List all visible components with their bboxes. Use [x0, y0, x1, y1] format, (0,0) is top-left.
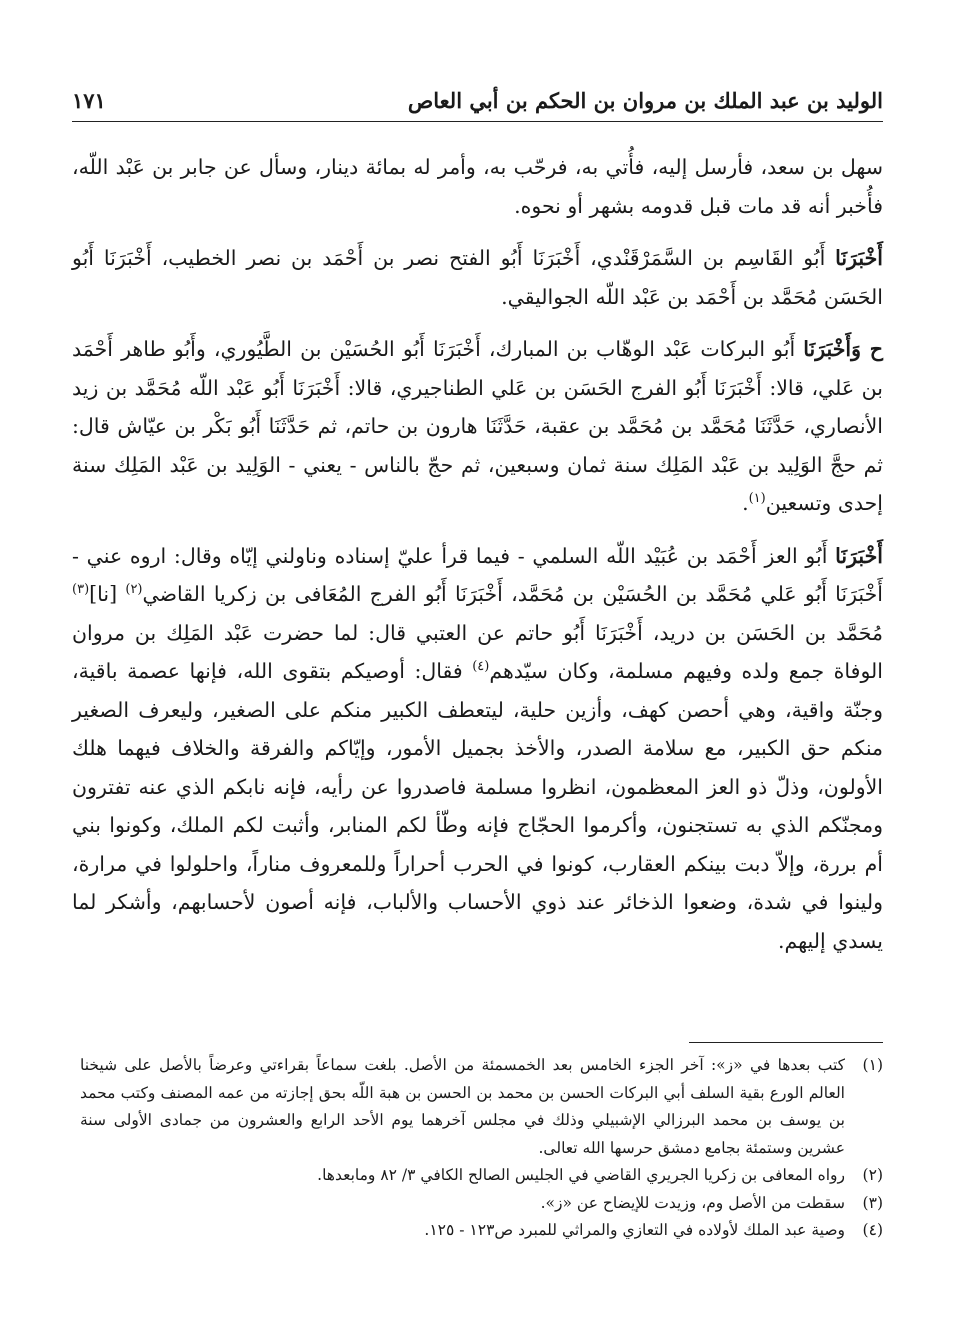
footnote-number: (١) [862, 1056, 883, 1074]
paragraph-text: أَبُو القَاسِم بن السَّمَرْقَنْدي، أَخْبَرَنَا أَبُو الفتح نصر بن أَحْمَد بن نصر الخطيب، أَخْبَرَنَا أَبُو الحَسَن مُحَمَّد بن أَحْمَد بن عَبْد اللّه الجواليقي. [72, 246, 883, 309]
footnote-number: (٢) [862, 1166, 883, 1184]
footnote-number: (٣) [862, 1193, 883, 1212]
footnote-number: (٤) [862, 1221, 883, 1239]
footnote-text: وصية عبد الملك لأولاده في التعازي والمراثي للمبرد ص١٢٣ - ١٢٥. [424, 1221, 845, 1239]
paragraph-end: . [742, 491, 749, 515]
footnote-ref: (٤) [472, 659, 490, 675]
paragraph-text: أَبُو العز أَحْمَد بن عُبَيْد اللّه السلمي - فيما قرأ عليّ إسناده وناولني إيّاه وقال: اروه عني - أَخْبَرَنَا أَبُو عَلي مُحَمَّد بن الحُسَيْن بن مُحَمَّد، أَخْبَرَنَا أَبُو الفرج المُعَافى بن زكريا القاضي [72, 543, 883, 606]
footnote-4 [80, 1217, 883, 1245]
footnote-text: كتب بعدها في «ز»: آخر الجزء الخامس بعد الخمسمئة من الأصل. بلغت سماعاً بقراءتي وعرضاً بالأصل على شيخنا العالم الورع بقية السلف أبي البركات الحسن بن محمد بن الحسن بن هبة اللّه بحق إجازته من عمه المصنف وكتب محمد بن يوسف بن محمد البرزالي الإشبيلي وذلك في مجلس آخرهما يوم الأحد الرابع والعشرون من جمادى الأولى سنة عشرين وستمئة بجامع دمشق حرسها الله تعالى. [80, 1056, 845, 1157]
paragraph-3 [72, 330, 883, 523]
footnote-text: سقطت من الأصل وم، وزيدت للإيضاح عن «ز». [540, 1193, 845, 1212]
paragraph-text-cont: [نا] [89, 582, 126, 606]
footnote-ref: (٣) [72, 582, 90, 598]
isnad-lead: أَخْبَرَنَا [835, 246, 883, 270]
page-header [72, 78, 883, 122]
footnote-2 [80, 1162, 883, 1190]
footnote-text: رواه المعافى بن زكريا الجريري القاضي في الجليس الصالح الكافي ٣/ ٨٢ ومابعدها. [317, 1166, 845, 1184]
paragraph-text-cont: فقال: أوصيكم بتقوى الله، فإنها عصمة باقية، وجنّة واقية، وهي أحصن كهف، وأزين حلية، ليتعطف الكبير منكم على الصغير، وليعرف الصغير منكم حق الكبير، مع سلامة الصدر، والأخذ بجميل الأمور، وإيّاكم والفرقة والخلاف فيهما هلك الأولون، وذلّ ذو العز المعظمون، انظروا مسلمة فاصدروا عن رأيه، فإنه نابكم الذي عنه تفترون ومجنّكم الذي به تستجنون، وأكرموا الحجّاج فإنه وطّأ لكم المنابر، وأثبت لكم الملك، وكونوا بني أم بررة، وإلاّ دبت بينكم العقارب، كونوا في الحرب أحراراً وللمعروف مناراً، واحلولوا في مرارة، ولينوا في شدة، وضعوا الذخائر عند ذوي الأحساب والألباب، فإنه أصون لأحسابهم، وأشكر لما يسدي إليهم. [72, 659, 883, 953]
footnote-separator [689, 1042, 883, 1043]
running-title: الوليد بن عبد الملك بن مروان بن الحكم بن أبي العاص [407, 88, 883, 113]
paragraph-4 [72, 537, 883, 961]
page-number: ١٧١ [72, 88, 106, 113]
isnad-lead: أَخْبَرَنَا [835, 543, 883, 568]
footnote-1 [80, 1052, 883, 1162]
paragraph-1 [72, 148, 883, 225]
main-text [72, 148, 883, 974]
footnotes [80, 1052, 883, 1245]
paragraph-text: سهل بن سعد، فأرسل إليه، فأُتي به، فرحّب به، وأمر له بمائة دينار، وسأل عن جابر بن عَبْد اللّه، فأُخبر أنه قد مات قبل قدومه بشهر أو نحوه. [72, 155, 883, 218]
footnote-ref: (١) [748, 491, 766, 507]
isnad-lead: ح وَأَخْبَرَنَا [803, 337, 883, 361]
paragraph-text: أَبُو البركات عَبْد الوهّاب بن المبارك، أَخْبَرَنَا أَبُو الحُسَيْن بن الطَّيُوري، وأَبُو طاهر أَحْمَد بن عَلي، قالا: أَخْبَرَنَا أَبُو الفرج الحَسَن بن عَلي الطناجيري، قالا: أَخْبَرَنَا أَبُو عَبْد اللّه مُحَمَّد بن زيد الأنصاري، حَدَّثَنَا مُحَمَّد بن مُحَمَّد بن عقبة، حَدَّثَنَا هارون بن حاتم، ثم حَدَّثَنَا أَبُو بَكْر بن عيّاش قال: ثم حجَّ الوَلِيد بن عَبْد المَلِك سنة ثمان وسبعين، ثم حجّ بالناس - يعني - الوَلِيد بن عَبْد المَلِك سنة إحدى وتسعين [72, 337, 883, 515]
paragraph-text-cont: مُحَمَّد بن الحَسَن بن دريد، أَخْبَرَنَا أَبُو حاتم عن العتبي قال: لما حضرت عَبْد المَلِك بن مروان الوفاة جمع ولده وفيهم مسلمة، وكان سيّدهم [72, 620, 883, 683]
footnote-3 [80, 1190, 883, 1218]
paragraph-2 [72, 239, 883, 316]
footnote-ref: (٢) [125, 582, 143, 598]
